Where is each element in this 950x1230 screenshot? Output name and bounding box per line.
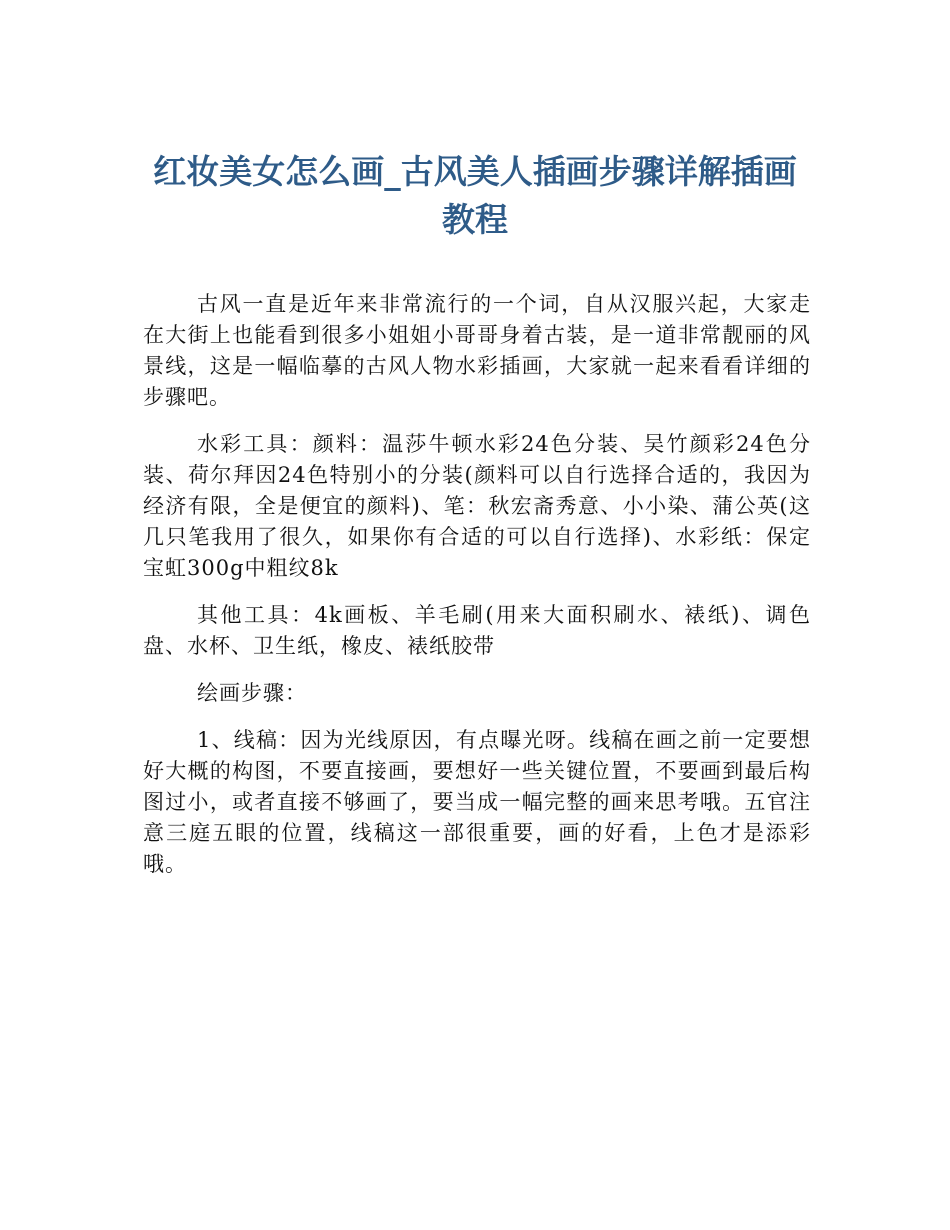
article-body <box>143 289 811 896</box>
paragraph-steps-heading: 绘画步骤： <box>197 681 307 705</box>
paragraph-step-1: 1、线稿：因为光线原因，有点曝光呀。线稿在画之前一定要想好大概的构图，不要直接画，要想好一些关键位置，不要画到最后构图过小，或者直接不够画了，要当成一幅完整的画来思考哦。五官注意三庭五眼的位置，线稿这一部很重要，画的好看，上色才是添彩哦。 <box>143 728 811 876</box>
paragraph-watercolor-tools: 水彩工具：颜料：温莎牛顿水彩24色分装、吴竹颜彩24色分装、荷尔拜因24色特别小的分装(颜料可以自行选择合适的，我因为经济有限，全是便宜的颜料)、笔：秋宏斋秀意、小小染、蒲公英(这几只笔我用了很久，如果你有合适的可以自行选择)、水彩纸：保定宝虹300g中粗纹8k <box>143 432 811 580</box>
paragraph-other-tools: 其他工具：4k画板、羊毛刷(用来大面积刷水、裱纸)、调色盘、水杯、卫生纸，橡皮、裱纸胶带 <box>143 603 811 658</box>
paragraph-intro: 古风一直是近年来非常流行的一个词，自从汉服兴起，大家走在大街上也能看到很多小姐姐小哥哥身着古装，是一道非常靓丽的风景线，这是一幅临摹的古风人物水彩插画，大家就一起来看看详细的步骤吧。 <box>143 292 811 409</box>
page-title: 红妆美女怎么画_古风美人插画步骤详解插画教程 <box>153 152 797 239</box>
